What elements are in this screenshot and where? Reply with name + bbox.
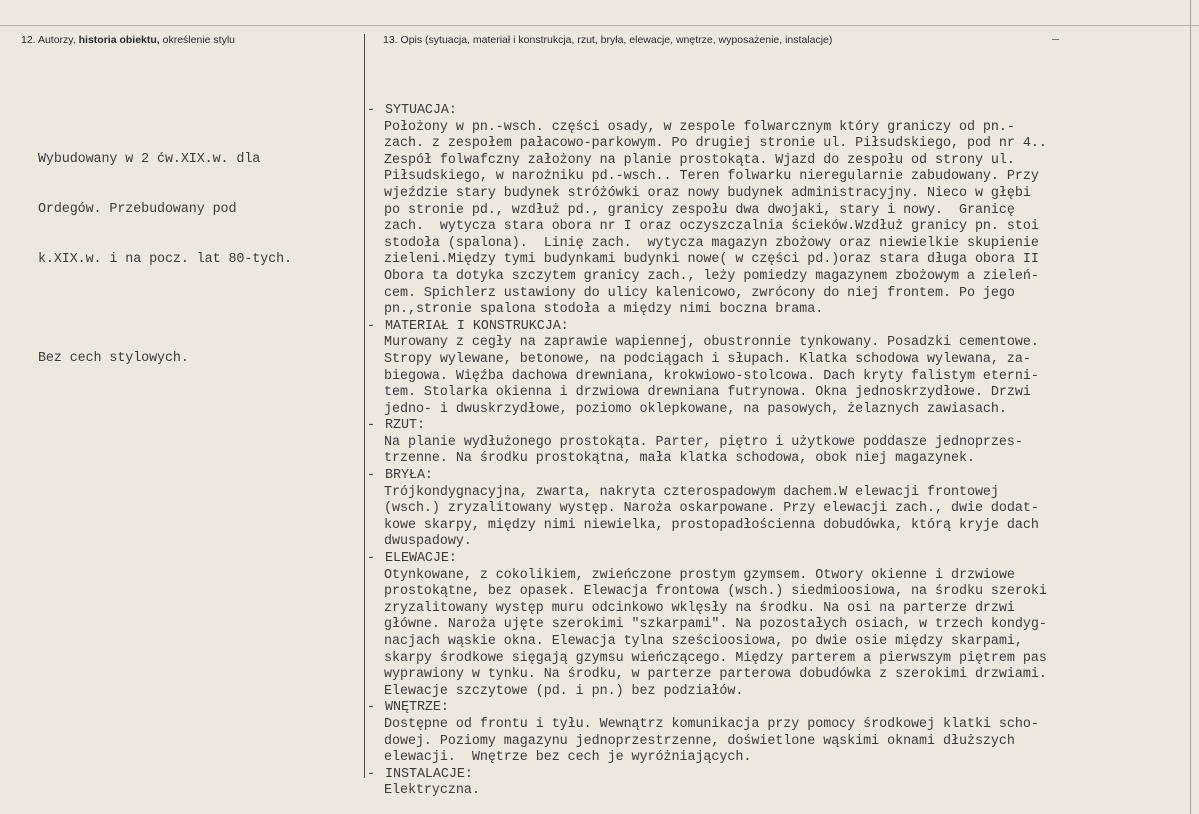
section-line: Obora ta dotyka szczytem granicy zach., leży pomiedzy magazynem zbożowym a zieleń- [384,268,1039,284]
section-line: prostokątne, bez opasek. Elewacja frontowa (wsch.) siedmioosiowa, na środku szeroki [384,584,1047,600]
field-12-label-a: Autorzy, [37,34,79,46]
section-title [367,767,1191,784]
field-12-label-b: historia obiektu, [78,34,163,46]
section-title [367,468,1191,485]
section-line: Zespół folwafczny założony na planie prostokąta. Wjazd do zespołu od strony ul. [384,152,1015,168]
section-line: Stropy wylewane, betonowe, na podciągach i słupach. Klatka schodowa wylewana, za- [384,351,1031,367]
section-line: cem. Spichlerz ustawiony do ulicy kalenicowo, zwrócony do niej frontem. Po jego [384,285,1015,301]
section-line: zach. wytycza stara obora nr I oraz oczyszczalnia ścieków.Wzdłuż granicy pn. stoi [384,219,1039,235]
section-title-text: RZUT: [385,418,425,434]
field-13-number: 13. [383,34,398,46]
section-line: Otynkowane, z cokolikiem, zwieńczone prostym gzymsem. Otwory okienne i drzwiowe [384,567,1015,583]
history-line: k.XIX.w. i na pocz. lat 80-tych. [38,251,292,267]
section-title [367,103,1191,120]
section-line: dowej. Poziomy magazynu jednoprzestrzenne, doświetlone wąskimi oknami dłuższych [384,733,1015,749]
section-line: pn.,stronie spalona stodoła a między nimi boczna brama. [384,302,824,318]
field-13-header [383,34,832,46]
header-mark [1052,39,1059,40]
section-line: wjeździe stary budynek stróżówki oraz nowy budynek administracyjny. Nieco w głębi [384,185,1031,201]
field-12-header [21,34,235,46]
section-dash: - [367,766,375,782]
section-line: tem. Stolarka okienna i drzwiowa drewniana futrynowa. Okna jednoskrzydłowe. Drzwi [384,385,1031,401]
section-body [367,120,1191,319]
section-line: (wsch.) zryzalitowany występ. Naroża oskarpowane. Przy elewacji zach., dwie dodat- [384,501,1039,517]
section-line: Elektryczna. [384,783,480,799]
section-line: Murowany z cegły na zaprawie wapiennej, obustronnie tynkowany. Posadzki cementowe. [384,335,1039,351]
history-line: Ordegów. Przebudowany pod [38,201,237,217]
section-line: Na planie wydłużonego prostokąta. Parter, piętro i użytkowe poddasze jednoprzes- [384,434,1023,450]
section-line: zryzalitowany występ muru odcinkowo wklęsły na środku. Na osi na parterze drzwi [384,600,1015,616]
section-line: stodoła (spalona). Linię zach. wytycza magazyn zbożowy oraz niewielkie skupienie [384,235,1039,251]
history-column [38,119,292,401]
column-divider [364,34,365,778]
section-line: Piłsudskiego, w narożniku pd.-wsch.. Teren folwarku nieregularnie zabudowany. Przy [384,169,1039,185]
section-dash: - [367,318,375,334]
section-title-text: BRYŁA: [385,468,433,484]
field-13-label: Opis (sytuacja, materiał i konstrukcja, rzut, bryła, elewacje, wnętrze, wyposażenie, instalacje) [400,34,833,46]
field-12-label-c: określenie stylu [162,34,235,46]
section-title-text: MATERIAŁ I KONSTRUKCJA: [385,318,569,334]
section-title [367,319,1191,336]
section-line: zach. z zespołem pałacowo-parkowym. Po drugiej stronie ul. Piłsudskiego, pod nr 4.. [384,136,1047,152]
top-rule [0,25,1199,26]
section-title [367,700,1191,717]
section-title [367,418,1191,435]
section-line: kowe skarpy, między nimi niewielka, prostopadłościenna dobudówka, którą kryje dach [384,517,1039,533]
section-body [367,783,1191,800]
section-title-text: WNĘTRZE: [385,700,449,716]
section-body [367,485,1191,551]
section-dash: - [367,551,375,567]
section-line: dwuspadowy. [384,534,472,550]
section-line: Położony w pn.-wsch. części osady, w zespole folwarcznym który graniczy od pn.- [384,119,1015,135]
section-line: biegowa. Więźba dachowa drewniana, krokwiowo-stolcowa. Dach kryty falistym eterni- [384,368,1039,384]
section-line: po stronie pd., wzdłuż pd., granicy zespołu dwa dwojaki, stary i nowy. Granicę [384,202,1015,218]
section-dash: - [367,103,375,118]
section-title-text: INSTALACJE: [385,766,473,782]
section-line: wyprawiony w tynku. Na środku, w parterze parterowa dobudówka z szerokimi drzwiami. [384,667,1047,683]
description-column [367,103,1191,800]
section-title [367,551,1191,568]
section-body [367,717,1191,767]
section-line: główne. Naroża ujęte szerokimi "szkarpami". Na pozostałych osiach, w trzech kondyg- [384,617,1047,633]
section-line: zieleni.Między tymi budynkami budynki nowe( w części pd.)oraz stara długa obora II [384,252,1039,268]
section-title-text: SYTUACJA: [385,103,457,118]
section-line: elewacji. Wnętrze bez cech je wyróżniających. [384,750,752,766]
section-dash: - [367,700,375,716]
section-line: trzenne. Na środku prostokątna, mała klatka schodowa, obok niej magazynek. [384,451,975,467]
history-line: Wybudowany w 2 ćw.XIX.w. dla [38,152,261,168]
section-body [367,568,1191,701]
section-dash: - [367,468,375,484]
section-dash: - [367,418,375,434]
section-line: Dostępne od frontu i tyłu. Wewnątrz komunikacja przy pomocy środkowej klatki scho- [384,716,1039,732]
section-body [367,335,1191,418]
section-line: jedno- i dwuskrzydłowe, poziomo oklepkowane, na pasowych, żelaznych zawiasach. [384,401,1007,417]
section-title-text: ELEWACJE: [385,551,457,567]
section-line: Trójkondygnacyjna, zwarta, nakryta czterospadowym dachem.W elewacji frontowej [384,484,999,500]
section-body [367,435,1191,468]
section-line: nacjach wąskie okna. Elewacja tylna sześcioosiowa, po dwie osie między skarpami, [384,634,1023,649]
section-line: Elewacje szczytowe (pd. i pn.) bez podziałów. [384,683,744,699]
section-line: skarpy środkowe sięgają gzymsu wieńczącego. Między parterem a pierwszym piętrem pas [384,650,1047,666]
field-12-number: 12. [21,34,36,46]
style-note: Bez cech stylowych. [38,351,189,367]
